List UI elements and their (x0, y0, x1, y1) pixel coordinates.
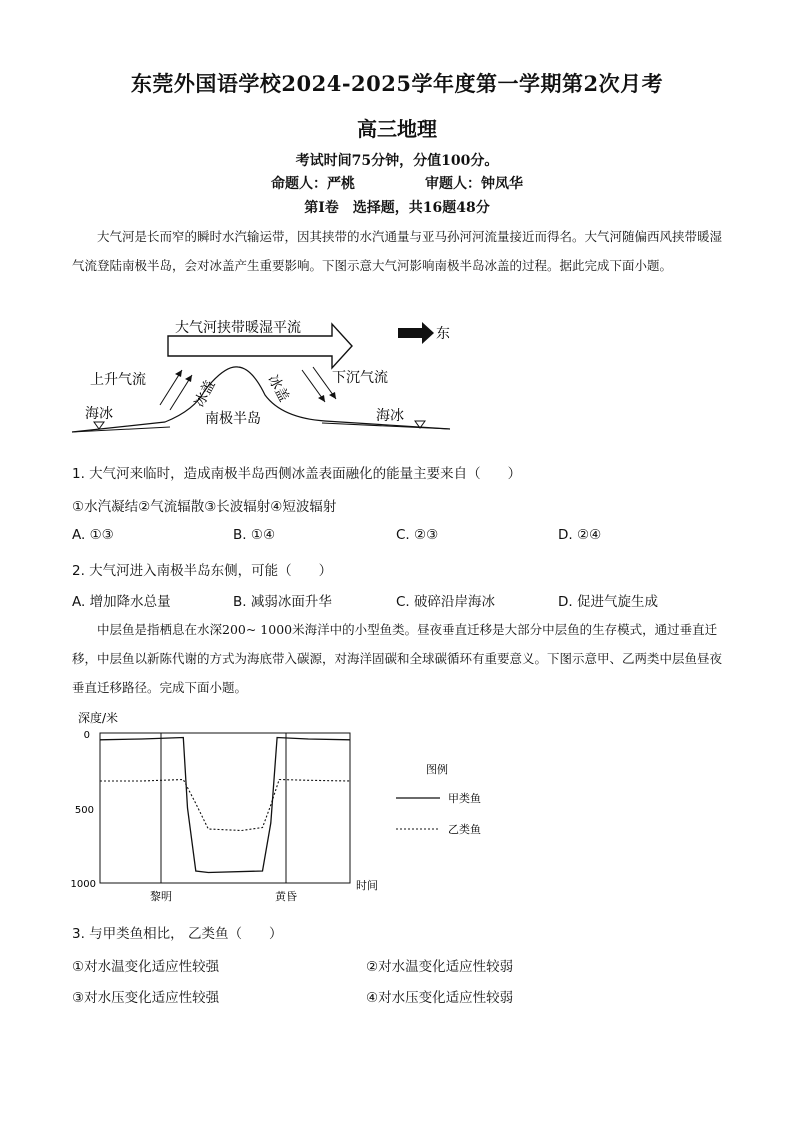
water-level-left-icon (94, 422, 104, 429)
legend-title: 图例 (426, 763, 448, 776)
series-yi-line (100, 780, 350, 831)
legend-yi-label: 乙类鱼 (448, 823, 481, 836)
q2-option-b: B. 减弱冰面升华 (233, 594, 332, 610)
sea-ice-right-label: 海冰 (376, 408, 404, 424)
sea-ice-left-label: 海冰 (85, 406, 113, 422)
east-label: 东 (436, 326, 450, 342)
sinking-arrowhead-2 (329, 392, 336, 399)
peninsula-label: 南极半岛 (205, 411, 261, 427)
east-arrow (398, 322, 434, 344)
legend-jia-label: 甲类鱼 (448, 792, 481, 805)
migration-chart (60, 705, 520, 905)
plot-frame (100, 733, 350, 883)
y-tick-1000: 1000 (70, 879, 96, 890)
y-axis-title: 深度/米 (78, 711, 119, 725)
q2-option-d: D. 促进气旋生成 (558, 594, 658, 610)
section-title: 第Ⅰ卷 选择题，共16题48分 (304, 200, 490, 216)
question-1-sub: ①水汽凝结②气流辐散③长波辐射④短波辐射 (72, 499, 337, 515)
q3-option-2: ②对水温变化适应性较弱 (366, 959, 514, 975)
sea-line-left (72, 427, 170, 432)
y-tick-0: 0 (83, 730, 90, 741)
authors (0, 173, 794, 193)
exam-title: 东莞外国语学校2024-2025学年度第一学期第2次月考 (130, 71, 664, 96)
subject-title: 高三地理 (357, 117, 437, 141)
q1-option-b: B. ①④ (233, 527, 276, 543)
sinking-label: 下沉气流 (332, 370, 388, 386)
reviewer: 审题人：钟凤华 (425, 176, 523, 192)
ice-cap-left-label: 冰盖 (191, 377, 219, 410)
q3-option-3: ③对水压变化适应性较强 (72, 990, 220, 1006)
ice-cap-right-label: 冰盖 (264, 372, 292, 405)
y-tick-500: 500 (74, 805, 94, 816)
q1-option-c: C. ②③ (396, 527, 439, 543)
time-score: 考试时间75分钟，分值100分。 (295, 153, 499, 169)
question-2-stem: 2. 大气河进入南极半岛东侧，可能（ ） (72, 563, 333, 579)
passage-2: 中层鱼是指栖息在水深200~ 1000米海洋中的小型鱼类。昼夜垂直迁移是大部分中层鱼的生存模式，通过垂直迁移，中层鱼以新陈代谢的方式为海底带入碳源，对海洋固碳和全球碳循环有重要意义。下图示意甲、乙两类中层鱼昼夜垂直迁移路径。完成下面小题。 (72, 622, 723, 695)
x-axis-title: 时间 (356, 879, 378, 892)
rising-label: 上升气流 (90, 372, 146, 388)
q2-option-c: C. 破碎沿岸海冰 (396, 594, 496, 610)
arrow-label: 大气河挟带暖湿平流 (175, 320, 301, 336)
x-tick-dawn: 黎明 (150, 890, 172, 903)
q3-option-4: ④对水压变化适应性较弱 (366, 990, 514, 1006)
q2-option-a: A. 增加降水总量 (72, 594, 171, 610)
question-1-stem: 1. 大气河来临时，造成南极半岛西侧冰盖表面融化的能量主要来自（ ） (72, 466, 522, 482)
x-tick-dusk: 黄昏 (275, 890, 297, 903)
passage-1: 大气河是长而窄的瞬时水汽输运带，因其挟带的水汽通量与亚马孙河河流量接近而得名。大气河随偏西风挟带暖湿气流登陆南极半岛，会对冰盖产生重要影响。下图示意大气河影响南极半岛冰盖的过程。据此完成下面小题。 (72, 229, 723, 273)
atmospheric-river-diagram (60, 310, 470, 455)
q1-option-d: D. ②④ (558, 527, 602, 543)
setter: 命题人：严桃 (271, 176, 355, 192)
sinking-arrowhead-1 (318, 395, 325, 402)
q1-option-a: A. ①③ (72, 527, 114, 543)
q3-option-1: ①对水温变化适应性较强 (72, 959, 220, 975)
question-3-stem: 3. 与甲类鱼相比， 乙类鱼（ ） (72, 926, 283, 942)
series-jia-line (100, 738, 350, 873)
